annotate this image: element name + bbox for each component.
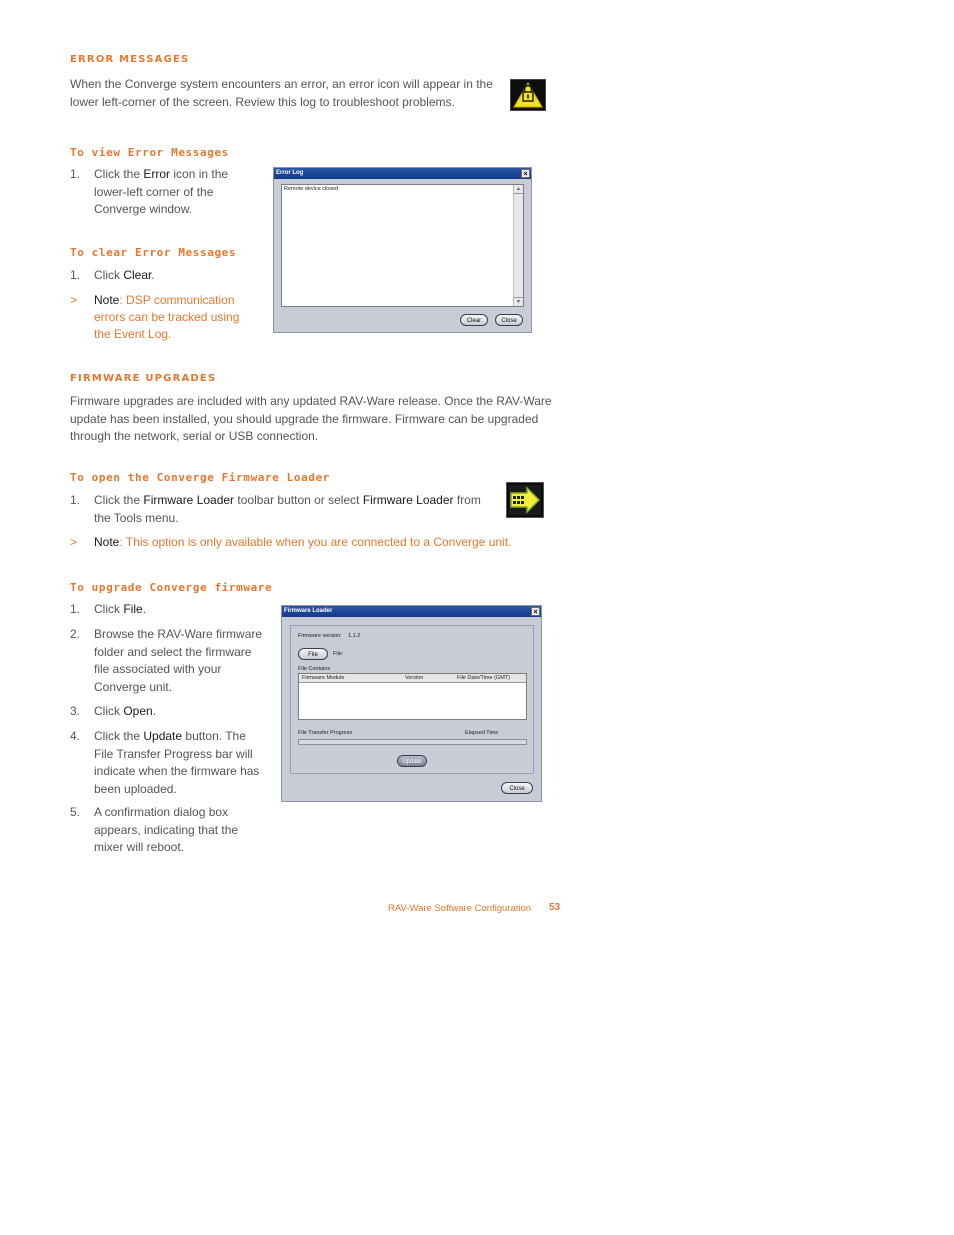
step-text: A confirmation dialog box appears, indicating that the mixer will reboot.	[94, 805, 239, 854]
section-heading-error-messages: ERROR MESSAGES	[70, 54, 190, 65]
scrollbar[interactable]	[513, 185, 523, 306]
step-number: 5.	[70, 805, 81, 819]
note-marker: >	[70, 535, 78, 549]
window-title: Error Log	[276, 170, 304, 176]
table-header	[299, 674, 526, 683]
firmware-intro: Firmware upgrades are included with any updated RAV-Ware release. Once the RAV-Ware update has been installed, you should upgrade the firmware. Firmware can be upgraded through the network, serial or USB connection.	[70, 394, 552, 443]
window-title-bar	[282, 606, 541, 617]
step-text: Click File.	[94, 602, 147, 616]
error-intro: When the Converge system encounters an error, an error icon will appear in the lower left-corner of the screen. Review this log to troubleshoot problems.	[70, 77, 493, 109]
file-contents-table[interactable]	[298, 673, 527, 720]
note-text: Note: This option is only available when you are connected to a Converge unit.	[94, 535, 512, 549]
file-label: File:	[333, 651, 344, 657]
step-text: Click the Update button. The File Transfer Progress bar will indicate when the firmware has been uploaded.	[94, 729, 260, 796]
loader-panel	[290, 625, 534, 774]
warning-icon	[510, 79, 546, 111]
error-log-list[interactable]	[281, 184, 524, 307]
subheading-clear-error-messages: To clear Error Messages	[70, 246, 237, 259]
close-button[interactable]: Close	[501, 782, 533, 794]
error-log-window	[273, 167, 532, 333]
step-number: 1.	[70, 268, 81, 282]
elapsed-time-label: Elapsed Time	[465, 730, 499, 736]
update-button[interactable]: Update	[397, 755, 427, 767]
clear-button[interactable]: Clear	[460, 314, 488, 326]
scroll-down-icon[interactable]: ▼	[514, 297, 523, 306]
column-header[interactable]: Version	[405, 675, 424, 681]
progress-bar	[298, 739, 527, 745]
firmware-version-label: Firmware version:	[298, 633, 342, 639]
subheading-upgrade-firmware: To upgrade Converge firmware	[70, 581, 273, 594]
file-button[interactable]: File	[298, 648, 328, 660]
log-entry: Remote device closed	[284, 186, 339, 192]
close-icon[interactable]: ×	[521, 169, 530, 178]
step-number: 1.	[70, 493, 81, 507]
window-title-bar	[274, 168, 531, 179]
step-number: 2.	[70, 627, 81, 641]
firmware-loader-toolbar-icon	[506, 482, 544, 518]
subheading-view-error-messages: To view Error Messages	[70, 146, 229, 159]
page-number: 53	[549, 902, 561, 913]
close-icon[interactable]: ×	[531, 607, 540, 616]
step-text: Click the Firmware Loader toolbar button or select Firmware Loader from the Tools menu.	[94, 493, 481, 525]
close-button[interactable]: Close	[495, 314, 523, 326]
step-number: 4.	[70, 729, 81, 743]
column-header[interactable]: Firmware Module	[302, 675, 345, 681]
firmware-loader-window	[281, 605, 542, 802]
footer-title: RAV-Ware Software Configuration	[388, 903, 532, 914]
step-text: Click Open.	[94, 704, 157, 718]
step-number: 3.	[70, 704, 81, 718]
step-text: Click the Error icon in the lower-left corner of the Converge window.	[94, 167, 229, 216]
step-text: Click Clear.	[94, 268, 155, 282]
file-transfer-progress-label: File Transfer Progress	[298, 730, 353, 736]
step-number: 1.	[70, 602, 81, 616]
column-header[interactable]: File Date/Time (GMT)	[457, 675, 510, 681]
step-number: 1.	[70, 167, 81, 181]
note-marker: >	[70, 293, 78, 307]
firmware-version-value: 1.1.2	[348, 633, 361, 639]
file-contains-label: File Contains	[298, 666, 331, 672]
scroll-up-icon[interactable]: ▲	[514, 185, 523, 194]
step-text: Browse the RAV-Ware firmware folder and select the firmware file associated with your Converge unit.	[94, 627, 263, 694]
window-title: Firmware Loader	[284, 608, 333, 614]
section-heading-firmware-upgrades: FIRMWARE UPGRADES	[70, 373, 217, 384]
note-text: Note: DSP communication errors can be tracked using the Event Log.	[94, 293, 240, 341]
subheading-open-firmware-loader: To open the Converge Firmware Loader	[70, 471, 331, 484]
